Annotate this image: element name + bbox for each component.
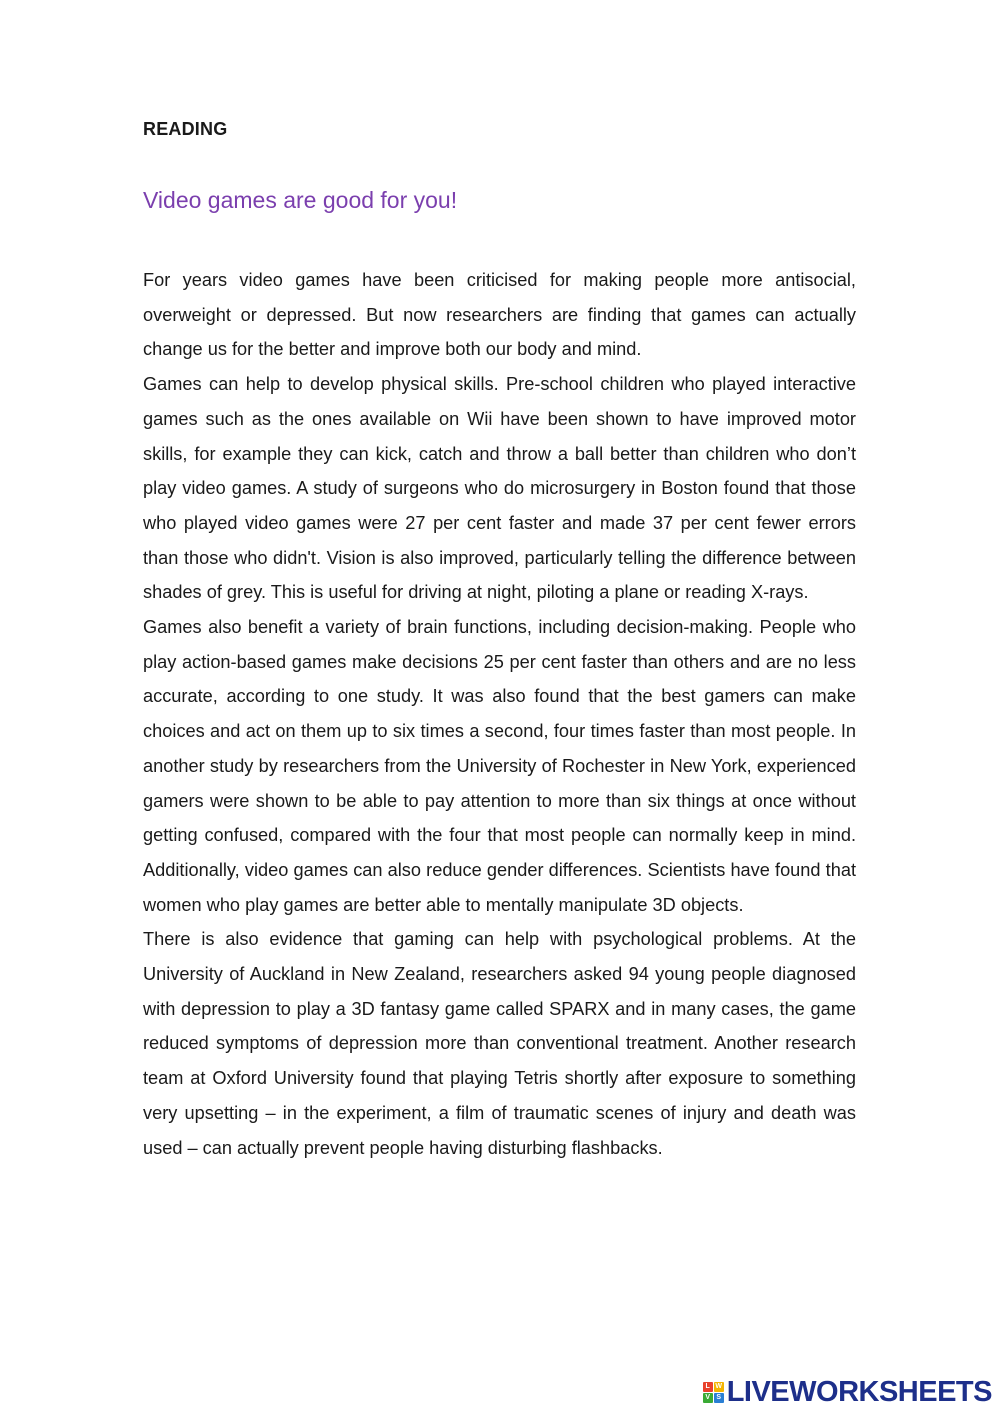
logo-mark-cell: L [703, 1382, 713, 1392]
paragraph: Games also benefit a variety of brain functions, including decision-making. People who play action-based games make decisions 25 per cent faster than others and are no less accurate, according to one study. It was also found that the best gamers can make choices and act on them up to six times a second, four times faster than most people. In another study by researchers from the University of Rochester in New York, experienced gamers were shown to be able to pay attention to more than six things at once without getting confused, compared with the four that most people can normally keep in mind. Additionally, video games can also reduce gender differences. Scientists have found that women who play games are better able to mentally manipulate 3D objects. [143, 617, 856, 915]
paragraph: For years video games have been criticised for making people more antisocial, overweight or depressed. But now researchers are finding that games can actually change us for the better and improve both our body and mind. [143, 270, 856, 360]
liveworksheets-logo-icon [703, 1382, 724, 1403]
logo-mark-cell: V [703, 1393, 713, 1403]
article-title: Video games are good for you! [143, 187, 458, 213]
logo-mark-cell: S [714, 1393, 724, 1403]
paragraph: There is also evidence that gaming can help with psychological problems. At the University of Auckland in New Zealand, researchers asked 94 young people diagnosed with depression to play a 3D fantasy game called SPARX and in many cases, the game reduced symptoms of depression more than conventional treatment. Another research team at Oxford University found that playing Tetris shortly after exposure to something very upsetting – in the experiment, a film of traumatic scenes of injury and death was used – can actually prevent people having disturbing flashbacks. [143, 929, 856, 1158]
logo-mark-cell: W [715, 1383, 722, 1390]
paragraph: Games can help to develop physical skills. Pre-school children who played interactive games such as the ones available on Wii have been shown to have improved motor skills, for example they can kick, catch and throw a ball better than children who don’t play video games. A study of surgeons who do microsurgery in Boston found that those who played video games were 27 per cent faster and made 37 per cent fewer errors than those who didn't. Vision is also improved, particularly telling the difference between shades of grey. This is useful for driving at night, piloting a plane or reading X-rays. [143, 374, 856, 603]
liveworksheets-logo[interactable] [703, 1378, 992, 1407]
logo-text: LIVEWORKSHEETS [726, 1376, 992, 1408]
section-label: READING [143, 119, 228, 139]
article-body [143, 263, 856, 1165]
